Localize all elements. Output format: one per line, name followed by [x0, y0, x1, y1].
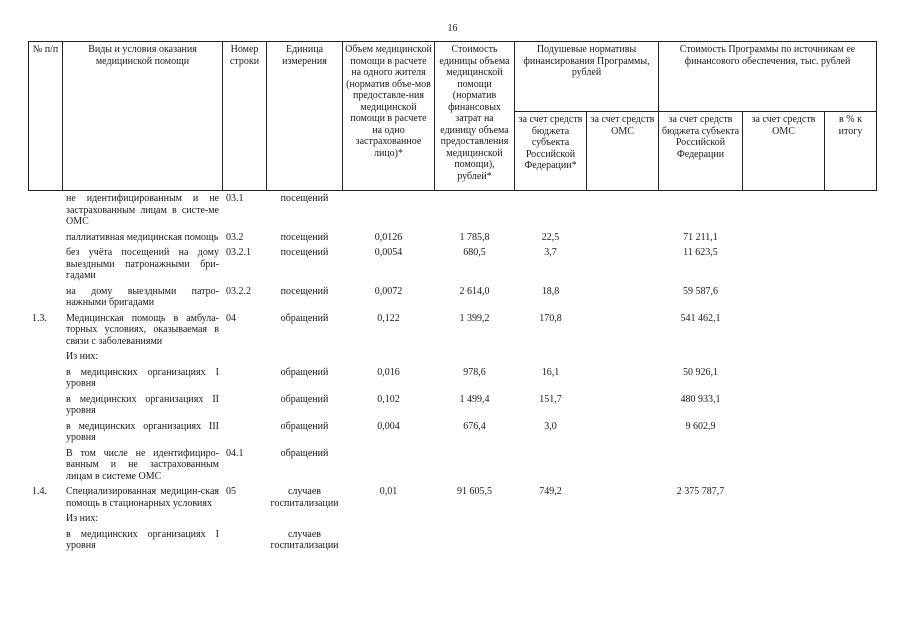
row-program-oms	[743, 365, 825, 392]
table-row	[29, 392, 877, 419]
table-header	[29, 42, 877, 191]
row-cost: 978,6	[463, 366, 486, 378]
row-num	[29, 511, 63, 527]
row-program-oms	[743, 484, 825, 511]
row-unit: обращений	[280, 393, 329, 405]
row-volume: 0,0054	[374, 247, 403, 258]
row-program-oms	[743, 392, 825, 419]
row-num	[29, 446, 63, 485]
row-program-pct	[825, 349, 877, 365]
row-line: 04.1	[226, 447, 244, 459]
row-name: Из них:	[66, 513, 99, 524]
header-percap-budget: за счет средств бюджета субъекта Российской Федерации*	[515, 112, 587, 191]
row-unit: посещений	[280, 231, 329, 243]
row-program-pct	[825, 191, 877, 230]
row-num	[29, 284, 63, 311]
row-percap-budget: 22,5	[541, 231, 560, 243]
row-line: 03.2	[226, 231, 244, 243]
row-program-pct	[825, 245, 877, 284]
table-row	[29, 311, 877, 350]
row-percap-oms	[587, 446, 659, 485]
page-number: 16	[447, 23, 458, 34]
row-unit	[267, 511, 343, 527]
table-row	[29, 419, 877, 446]
row-name: паллиативная медицинская помощь	[66, 231, 219, 243]
row-unit: посещений	[280, 285, 329, 297]
table-row	[29, 446, 877, 485]
row-volume	[343, 191, 435, 230]
row-num	[29, 392, 63, 419]
row-program-budget: 59 587,6	[683, 285, 718, 297]
table-row	[29, 365, 877, 392]
row-program-pct	[825, 484, 877, 511]
row-program-oms	[743, 419, 825, 446]
row-unit	[267, 349, 343, 365]
row-cost: 1 499,4	[459, 393, 490, 405]
row-cost	[435, 511, 515, 527]
row-percap-budget: 18,8	[541, 285, 560, 297]
row-percap-oms	[587, 511, 659, 527]
row-percap-oms	[587, 284, 659, 311]
row-volume: 0,01	[379, 486, 398, 497]
row-program-budget	[659, 511, 743, 527]
row-name: не идентифицированным и не застрахованным лицам в систе-ме ОМС	[66, 193, 219, 227]
row-cost: 1 785,8	[459, 231, 490, 243]
header-program: Стоимость Программы по источникам ее финансового обеспечения, тыс. рублей	[659, 42, 877, 112]
row-percap-oms	[587, 484, 659, 511]
row-line: 04	[226, 312, 236, 324]
header-name: Виды и условия оказания медицинской помощи	[63, 42, 223, 191]
row-name: Медицинская помощь в амбула-торных условиях, оказываемая в связи с заболеваниями	[66, 312, 219, 347]
row-program-pct	[825, 446, 877, 485]
row-name: в медицинских организациях I уровня	[66, 366, 219, 389]
row-program-pct	[825, 230, 877, 246]
row-volume: 0,0072	[374, 285, 403, 297]
row-cost: 91 605,5	[457, 486, 492, 497]
row-name: в медицинских организациях II уровня	[66, 393, 219, 416]
row-percap-oms	[587, 527, 659, 554]
row-unit: обращений	[280, 420, 329, 432]
row-program-budget	[659, 527, 743, 554]
row-program-pct	[825, 284, 877, 311]
row-program-oms	[743, 230, 825, 246]
row-percap-oms	[587, 419, 659, 446]
row-volume: 0,122	[377, 312, 400, 324]
row-percap-budget: 170,8	[539, 312, 562, 324]
row-program-oms	[743, 191, 825, 230]
row-program-pct	[825, 511, 877, 527]
row-cost: 1 399,2	[459, 312, 490, 324]
row-line	[223, 527, 267, 554]
row-volume: 0,102	[377, 393, 400, 405]
header-program-pct: в % к итогу	[825, 112, 877, 191]
header-program-budget: за счет средств бюджета субъекта Российской Федерации	[659, 112, 743, 191]
header-percap: Подушевые нормативы финансирования Программы, рублей	[515, 42, 659, 112]
row-unit: обращений	[280, 312, 329, 324]
row-program-pct	[825, 419, 877, 446]
row-program-oms	[743, 349, 825, 365]
row-cost: 2 614,0	[459, 285, 490, 297]
row-line	[223, 365, 267, 392]
table-row	[29, 349, 877, 365]
row-unit: обращений	[280, 447, 329, 459]
row-name: без учёта посещений на дому выездными патронажными бри-гадами	[66, 247, 219, 281]
row-cost	[435, 446, 515, 485]
row-cost	[435, 349, 515, 365]
row-line: 03.2.2	[226, 285, 251, 297]
row-line: 03.1	[226, 193, 244, 204]
row-program-pct	[825, 365, 877, 392]
row-name: В том числе не идентифициро-ванным и не застрахованным лицам в системе ОМС	[66, 447, 219, 482]
row-volume	[343, 511, 435, 527]
row-percap-budget	[515, 511, 587, 527]
row-cost: 680,5	[463, 247, 486, 258]
row-program-pct	[825, 392, 877, 419]
header-line: Номер строки	[223, 42, 267, 191]
header-volume: Объем медицинской помощи в расчете на одного жителя (норматив объе-мов предоставле-ния медицинской помощи в расчете на одно застрахованное лицо)*	[343, 42, 435, 191]
row-program-oms	[743, 511, 825, 527]
row-num	[29, 349, 63, 365]
row-percap-budget: 3,0	[544, 420, 557, 432]
header-num: № п/п	[29, 42, 63, 191]
row-percap-oms	[587, 311, 659, 350]
row-unit: посещений	[280, 247, 329, 258]
row-program-budget: 2 375 787,7	[676, 486, 725, 497]
row-program-budget: 480 933,1	[680, 393, 721, 405]
row-percap-oms	[587, 349, 659, 365]
row-program-pct	[825, 527, 877, 554]
row-program-oms	[743, 284, 825, 311]
row-line: 05	[226, 486, 236, 497]
row-volume	[343, 349, 435, 365]
row-name: в медицинских организациях I уровня	[66, 528, 219, 551]
table-row	[29, 527, 877, 554]
table-row	[29, 484, 877, 511]
row-line	[223, 392, 267, 419]
table-row	[29, 284, 877, 311]
row-cost	[435, 527, 515, 554]
table-row	[29, 245, 877, 284]
row-num: 1.4.	[32, 486, 47, 497]
row-program-pct	[825, 311, 877, 350]
row-volume	[343, 446, 435, 485]
row-percap-budget	[515, 191, 587, 230]
program-cost-table	[28, 41, 877, 554]
row-unit: случаев госпитализации	[270, 528, 339, 551]
row-percap-oms	[587, 392, 659, 419]
row-program-oms	[743, 446, 825, 485]
row-percap-budget: 151,7	[539, 393, 562, 405]
row-line	[223, 349, 267, 365]
row-percap-oms	[587, 365, 659, 392]
row-cost: 676,4	[463, 420, 486, 432]
row-volume: 0,0126	[374, 231, 403, 243]
row-line	[223, 511, 267, 527]
row-percap-budget: 16,1	[541, 366, 560, 378]
row-program-budget: 71 211,1	[683, 231, 718, 243]
row-name: Специализированная медицин-ская помощь в стационарных условиях	[66, 486, 219, 509]
row-program-budget	[659, 191, 743, 230]
row-program-oms	[743, 311, 825, 350]
table-row	[29, 230, 877, 246]
row-line	[223, 419, 267, 446]
row-num	[29, 419, 63, 446]
row-program-budget: 50 926,1	[683, 366, 718, 378]
row-unit: обращений	[280, 366, 329, 378]
row-program-budget: 9 602,9	[685, 420, 716, 432]
row-volume: 0,016	[377, 366, 400, 378]
row-num	[29, 527, 63, 554]
row-percap-budget	[515, 349, 587, 365]
row-cost	[435, 191, 515, 230]
row-percap-oms	[587, 230, 659, 246]
row-volume	[343, 527, 435, 554]
row-program-budget	[659, 349, 743, 365]
row-unit: случаев госпитализации	[270, 486, 339, 509]
row-num	[29, 191, 63, 230]
table-body	[29, 191, 877, 554]
row-num	[29, 365, 63, 392]
table-row	[29, 191, 877, 230]
row-unit: посещений	[280, 193, 329, 204]
row-program-budget: 541 462,1	[680, 312, 721, 324]
row-name: в медицинских организациях III уровня	[66, 420, 219, 443]
row-name: на дому выездными патро-нажными бригадами	[66, 285, 219, 308]
header-cost: Стоимость единицы объема медицинской помощи (норматив финансовых затрат на единицу объема предоставления медицинской помощи), рублей*	[435, 42, 515, 191]
header-program-oms: за счет средств ОМС	[743, 112, 825, 191]
table-row	[29, 511, 877, 527]
row-program-budget	[659, 446, 743, 485]
row-name: Из них:	[66, 351, 99, 362]
row-num: 1.3.	[32, 312, 47, 324]
row-percap-oms	[587, 245, 659, 284]
row-program-budget: 11 623,5	[683, 247, 718, 258]
row-line: 03.2.1	[226, 247, 251, 258]
row-percap-budget: 3,7	[544, 247, 557, 258]
row-program-oms	[743, 245, 825, 284]
header-unit: Единица измерения	[267, 42, 343, 191]
row-num	[29, 245, 63, 284]
row-num	[29, 230, 63, 246]
row-percap-budget	[515, 527, 587, 554]
row-volume: 0,004	[377, 420, 400, 432]
row-percap-oms	[587, 191, 659, 230]
header-percap-oms: за счет средств ОМС	[587, 112, 659, 191]
row-program-oms	[743, 527, 825, 554]
row-percap-budget: 749,2	[539, 486, 562, 497]
row-percap-budget	[515, 446, 587, 485]
